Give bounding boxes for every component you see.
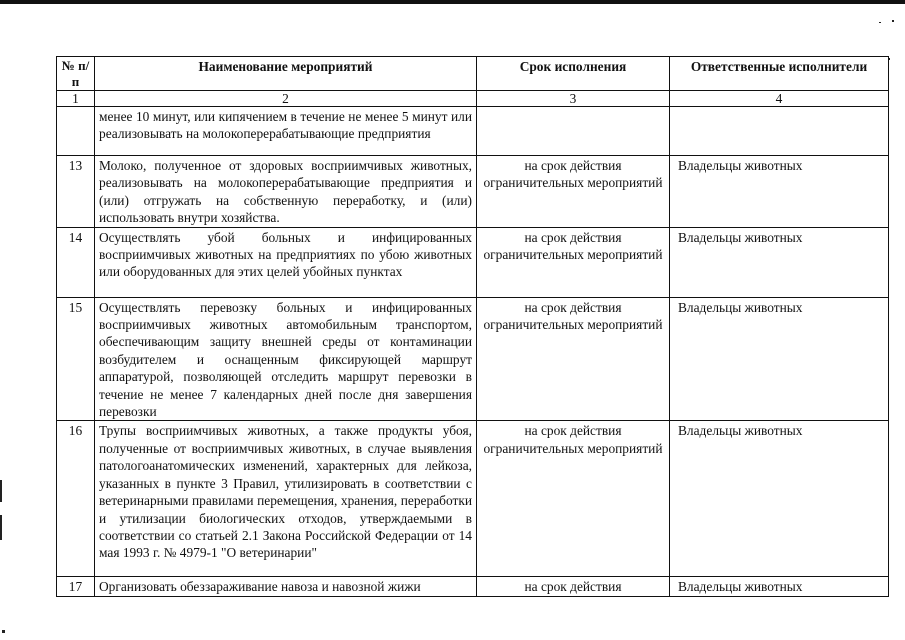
scan-top-border [0, 0, 905, 4]
header-activity: Наименование мероприятий [95, 57, 477, 91]
table-row [57, 297, 889, 421]
row-number: 13 [57, 156, 95, 228]
header-number: № п/п [57, 57, 95, 91]
table-row [57, 156, 889, 228]
row-activity: Организовать обеззараживание навоза и навозной жижи [95, 577, 477, 596]
row-term [477, 107, 670, 156]
table-row [57, 577, 889, 596]
row-responsible [670, 107, 889, 156]
row-responsible: Владельцы животных [670, 577, 889, 596]
row-number [57, 107, 95, 156]
row-activity: менее 10 минут, или кипячением в течение не менее 5 минут или реализовывать на молокоперерабатывающие предприятия [95, 107, 477, 156]
row-term: на срок действия ограничительных мероприятий [477, 227, 670, 297]
column-index: 3 [477, 91, 670, 107]
row-number: 16 [57, 421, 95, 577]
row-number: 15 [57, 297, 95, 421]
row-number: 14 [57, 227, 95, 297]
row-activity: Осуществлять перевозку больных и инфицированных восприимчивых животных автомобильным транспортом, обеспечивающим защиту внешней среды от контаминации возбудителем и оснащенным фиксирующей маршрут аппаратурой, позволяющей отследить маршрут перевозки в течение не менее 7 календарных дней после дня завершения перевозки [95, 297, 477, 421]
scan-edge-mark [0, 515, 2, 540]
header-responsible: Ответственные исполнители [670, 57, 889, 91]
row-term: на срок действия ограничительных мероприятий [477, 421, 670, 577]
column-index: 4 [670, 91, 889, 107]
row-number: 17 [57, 577, 95, 596]
table-row [57, 421, 889, 577]
table-row [57, 107, 889, 156]
row-term: на срок действия [477, 577, 670, 596]
scan-speck [892, 20, 894, 22]
table-row [57, 227, 889, 297]
row-activity: Молоко, полученное от здоровых восприимчивых животных, реализовывать на молокоперерабатывающие предприятия и (или) отгружать на собственную переработку, и (или) использовать внутри хозяйства. [95, 156, 477, 228]
scan-edge-mark [0, 480, 2, 502]
column-index-row [57, 91, 889, 107]
measures-table [56, 56, 889, 597]
scan-speck [2, 630, 5, 633]
row-responsible: Владельцы животных [670, 297, 889, 421]
column-index: 2 [95, 91, 477, 107]
row-activity: Трупы восприимчивых животных, а также продукты убоя, полученные от восприимчивых животных, в случае выявления патологоанатомических изменений, характерных для лейкоза, указанных в пункте 3 Правил, утилизировать в соответствии с ветеринарными правилами перемещения, хранения, переработки и утилизации биологических отходов, утверждаемыми в соответствии со статьей 2.1 Закона Российской Федерации от 14 мая 1993 г. № 4979-1 "О ветеринарии" [95, 421, 477, 577]
header-term: Срок исполнения [477, 57, 670, 91]
row-responsible: Владельцы животных [670, 227, 889, 297]
column-index: 1 [57, 91, 95, 107]
row-term: на срок действия ограничительных мероприятий [477, 156, 670, 228]
row-term: на срок действия ограничительных мероприятий [477, 297, 670, 421]
row-responsible: Владельцы животных [670, 421, 889, 577]
scan-speck [879, 22, 881, 23]
row-responsible: Владельцы животных [670, 156, 889, 228]
row-activity: Осуществлять убой больных и инфицированных восприимчивых животных на предприятиях по убою животных или оборудованных для этих целей убойных пунктах [95, 227, 477, 297]
table-header-row [57, 57, 889, 91]
